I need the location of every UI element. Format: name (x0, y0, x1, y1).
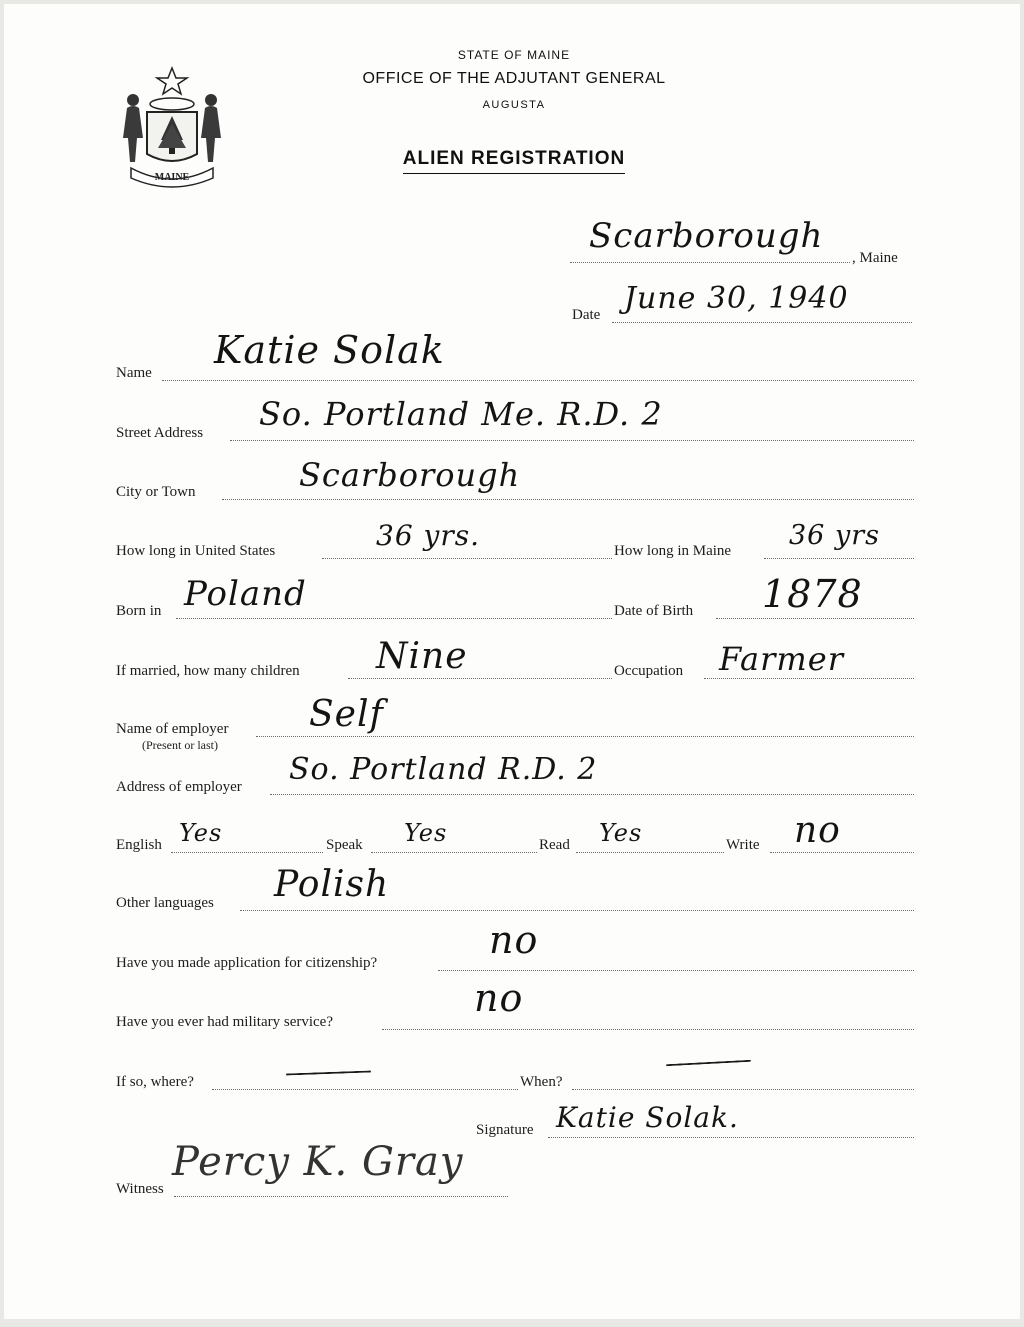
when-dash (666, 1060, 751, 1066)
occupation-value: Farmer (719, 640, 844, 678)
date-line (612, 322, 912, 323)
signature-label: Signature (476, 1122, 534, 1138)
military-label: Have you ever had military service? (116, 1014, 333, 1030)
employer-label: Name of employer (116, 721, 229, 737)
how-long-maine-value: 36 yrs (789, 520, 880, 551)
born-in-line (176, 618, 612, 619)
date-of-birth-label: Date of Birth (614, 603, 694, 619)
city-label: City or Town (116, 484, 196, 500)
date-of-birth-value: 1878 (762, 572, 863, 616)
how-long-us-value: 36 yrs. (376, 519, 481, 552)
other-languages-value: Polish (274, 864, 390, 905)
town-value: Scarborough (589, 216, 824, 256)
employer-address-line (270, 794, 914, 795)
english-line (171, 852, 323, 853)
born-in-label: Born in (116, 603, 162, 619)
how-long-maine-label: How long in Maine (614, 543, 732, 559)
occupation-line (704, 678, 914, 679)
write-value: no (794, 810, 841, 851)
witness-label: Witness (116, 1181, 164, 1197)
maine-state-seal-icon (117, 64, 227, 189)
children-label: If married, how many children (116, 663, 300, 679)
employer-note: (Present or last) (142, 738, 218, 752)
when-line (572, 1089, 914, 1090)
other-languages-line (240, 910, 914, 911)
speak-label: Speak (326, 837, 363, 853)
date-value: June 30, 1940 (624, 281, 849, 316)
citizenship-value: no (489, 918, 539, 962)
employer-line (256, 736, 914, 737)
name-value: Katie Solak (214, 328, 445, 372)
svg-text:MAINE: MAINE (154, 172, 190, 183)
write-label: Write (726, 837, 760, 853)
read-line (576, 852, 724, 853)
where-line (212, 1089, 518, 1090)
date-of-birth-line (716, 618, 914, 619)
name-line (162, 380, 914, 381)
citizenship-label: Have you made application for citizenship? (116, 955, 378, 971)
read-value: Yes (599, 819, 643, 847)
write-line (770, 852, 914, 853)
how-long-maine-line (764, 558, 914, 559)
alien-registration-form (4, 4, 1020, 1319)
witness-line (174, 1196, 508, 1197)
speak-line (371, 852, 537, 853)
header-state: STATE OF MAINE (457, 48, 571, 62)
signature-value: Katie Solak. (556, 1101, 739, 1134)
children-value: Nine (376, 636, 468, 677)
city-line (222, 499, 914, 500)
date-label: Date (572, 307, 601, 323)
how-long-us-line (322, 558, 612, 559)
street-line (230, 440, 914, 441)
where-dash (286, 1071, 371, 1076)
military-line (382, 1029, 914, 1030)
other-languages-label: Other languages (116, 895, 214, 911)
header-city: AUGUSTA (482, 99, 546, 111)
citizenship-line (438, 970, 914, 971)
street-label: Street Address (116, 425, 204, 441)
children-line (348, 678, 612, 679)
employer-value: Self (309, 694, 384, 735)
witness-value: Percy K. Gray (172, 1139, 464, 1185)
city-value: Scarborough (299, 456, 521, 494)
maine-label: , Maine (852, 250, 898, 266)
read-label: Read (539, 837, 570, 853)
english-label: English (116, 837, 162, 853)
occupation-label: Occupation (614, 663, 684, 679)
where-label: If so, where? (116, 1074, 194, 1090)
how-long-us-label: How long in United States (116, 543, 276, 559)
name-label: Name (116, 365, 152, 381)
street-value: So. Portland Me. R.D. 2 (259, 395, 663, 433)
english-value: Yes (179, 819, 223, 847)
born-in-value: Poland (184, 574, 307, 614)
form-title: ALIEN REGISTRATION (334, 148, 694, 170)
when-label: When? (520, 1074, 563, 1090)
header-office: OFFICE OF THE ADJUTANT GENERAL (362, 70, 666, 87)
military-value: no (474, 976, 524, 1020)
speak-value: Yes (404, 819, 448, 847)
employer-address-label: Address of employer (116, 779, 242, 795)
signature-line (548, 1137, 914, 1138)
town-line (570, 262, 850, 263)
employer-address-value: So. Portland R.D. 2 (289, 752, 598, 787)
